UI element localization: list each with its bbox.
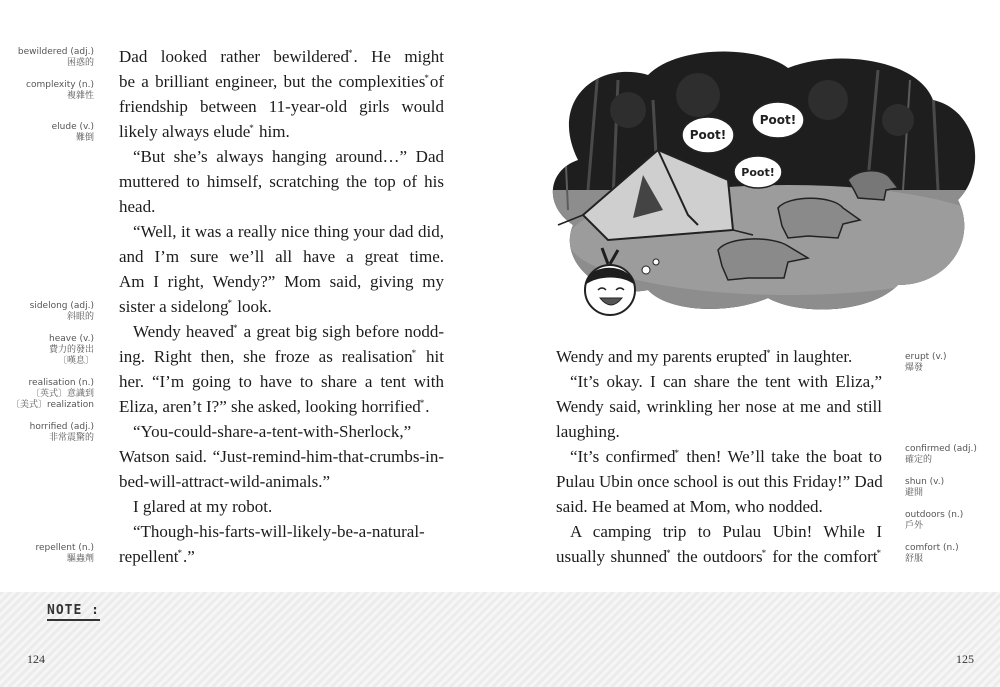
glossary-meaning: 〔美式〕realization	[10, 400, 94, 410]
right-text-line: usually shunned* the outdoors* for the comfort*	[556, 547, 881, 566]
left-glossary-entry	[0, 301, 94, 323]
glossary-term: repellent (n.)	[35, 543, 94, 553]
poot-label-2: Poot!	[759, 113, 797, 127]
right-text-line: Wendy said, wrinkling her nose at me and still	[556, 397, 882, 416]
left-text-line: repellent*.”	[119, 547, 195, 566]
right-text-line: Wendy and my parents erupted* in laughter.	[556, 347, 853, 366]
glossary-term: realisation (n.)	[28, 378, 94, 388]
right-glossary-entry	[905, 444, 985, 466]
glossary-meaning: 斜眼的	[66, 312, 94, 322]
left-glossary-entry	[0, 80, 94, 102]
glossary-marker: *	[766, 348, 771, 358]
left-text-line: “Though-his-farts-will-likely-be-a-natural-	[133, 522, 425, 541]
left-text-line: I glared at my robot.	[133, 497, 273, 516]
left-text-line: head.	[119, 197, 156, 216]
left-text-line: “But she’s always hanging around…” Dad	[133, 147, 444, 166]
right-glossary-entry	[905, 352, 985, 374]
glossary-term: shun (v.)	[905, 477, 945, 487]
right-text-line: Pulau Ubin once school is out this Friday!” Dad	[556, 472, 883, 491]
glossary-marker: *	[233, 323, 238, 333]
glossary-term: confirmed (adj.)	[905, 444, 977, 454]
glossary-meaning: 難倒	[75, 133, 94, 143]
glossary-meaning: 戶外	[905, 521, 924, 531]
glossary-meaning: 非常震驚的	[48, 433, 94, 443]
glossary-meaning: 爆發	[905, 363, 924, 373]
left-text-line: “Well, it was a really nice thing your dad did,	[133, 222, 444, 241]
right-glossary-entry	[905, 510, 985, 532]
glossary-meaning: 避開	[905, 488, 924, 498]
left-glossary-entry	[0, 422, 94, 444]
poot-bubble-3	[734, 156, 782, 188]
glossary-marker: *	[674, 448, 680, 458]
left-text-line: Am I right, Wendy?” Mom said, giving my	[119, 272, 444, 291]
left-page	[0, 0, 500, 592]
glossary-meaning: 複雜性	[66, 91, 94, 101]
left-text-line: Watson said. “Just-remind-him-that-crumbs-in-	[119, 447, 444, 466]
right-text-line: said. He beamed at Mom, who nodded.	[556, 497, 823, 516]
left-text-line: Wendy heaved* a great big sigh before nodd-	[133, 322, 444, 341]
left-glossary-entry	[0, 122, 94, 144]
left-text-line: muttered to himself, scratching the top of his	[119, 172, 444, 191]
glossary-term: comfort (n.)	[905, 543, 959, 553]
left-text-line: ing. Right then, she froze as realisation* hit	[119, 347, 444, 366]
glossary-term: complexity (n.)	[26, 80, 94, 90]
glossary-term: horrified (adj.)	[29, 422, 94, 432]
glossary-marker: *	[177, 548, 182, 558]
poot-label-3: Poot!	[741, 166, 775, 179]
glossary-term: erupt (v.)	[905, 352, 947, 362]
left-text-line: Eliza, aren’t I?” she asked, looking horrified*.	[119, 397, 430, 416]
left-text-line: “You-could-share-a-tent-with-Sherlock,”	[133, 422, 412, 441]
left-text-line: friendship between 11-year-old girls would	[119, 97, 444, 116]
right-glossary-entry	[905, 477, 985, 499]
glossary-marker: *	[347, 48, 353, 58]
right-glossary-entry	[905, 543, 985, 565]
glossary-marker: *	[419, 398, 425, 408]
right-text-line: “It’s confirmed* then! We’ll take the boat to	[570, 447, 882, 466]
glossary-term: elude (v.)	[51, 122, 94, 132]
left-text-line: her. “I’m going to have to share a tent with	[119, 372, 444, 391]
right-text-line: laughing.	[556, 422, 620, 441]
glossary-meaning: 〔嘆息〕	[57, 356, 94, 366]
glossary-term: sidelong (adj.)	[29, 301, 94, 311]
left-text-line: Dad looked rather bewildered*. He might	[119, 47, 444, 66]
right-text-line: “It’s okay. I can share the tent with Eliza,”	[570, 372, 882, 391]
glossary-marker: *	[876, 548, 881, 558]
poot-label-1: Poot!	[689, 128, 727, 142]
glossary-marker: *	[424, 73, 429, 83]
glossary-term: bewildered (adj.)	[17, 47, 94, 57]
glossary-marker: *	[411, 348, 417, 358]
glossary-marker: *	[249, 123, 254, 133]
left-glossary-entry	[0, 47, 94, 69]
note-label: NOTE :	[47, 603, 100, 621]
glossary-meaning: 困惑的	[66, 58, 94, 68]
glossary-meaning: 費力的發出	[48, 345, 94, 355]
page-number-left: 124	[27, 652, 45, 666]
right-text-line: A camping trip to Pulau Ubin! While I	[570, 522, 882, 541]
glossary-meaning: 舒服	[905, 554, 924, 564]
left-text-line: be a brilliant engineer, but the complexities*of	[119, 72, 444, 91]
left-text-line: and I’m sure we’ll all have a great time.	[119, 247, 444, 266]
glossary-marker: *	[227, 298, 233, 308]
glossary-meaning: 確定的	[905, 455, 933, 465]
left-text-line: likely always elude* him.	[119, 122, 290, 141]
glossary-marker: *	[666, 548, 671, 558]
left-glossary-entry	[0, 543, 94, 565]
glossary-term: heave (v.)	[49, 334, 94, 344]
poot-bubble-2	[752, 102, 804, 138]
glossary-marker: *	[761, 548, 767, 558]
left-glossary-entry	[0, 378, 94, 411]
note-area	[0, 592, 1000, 687]
left-glossary-entry	[0, 334, 94, 367]
left-text-line: bed-will-attract-wild-animals.”	[119, 472, 330, 491]
page-number-right: 125	[956, 652, 974, 666]
left-text-line: sister a sidelong* look.	[119, 297, 272, 316]
left-body-text	[119, 44, 444, 569]
glossary-term: outdoors (n.)	[905, 510, 964, 520]
glossary-meaning: 驅蟲劑	[66, 554, 94, 564]
camping-illustration	[538, 40, 984, 338]
glossary-meaning: 〔英式〕意識到	[30, 389, 94, 399]
right-body-text	[556, 344, 882, 569]
poot-bubble-1	[682, 117, 734, 153]
